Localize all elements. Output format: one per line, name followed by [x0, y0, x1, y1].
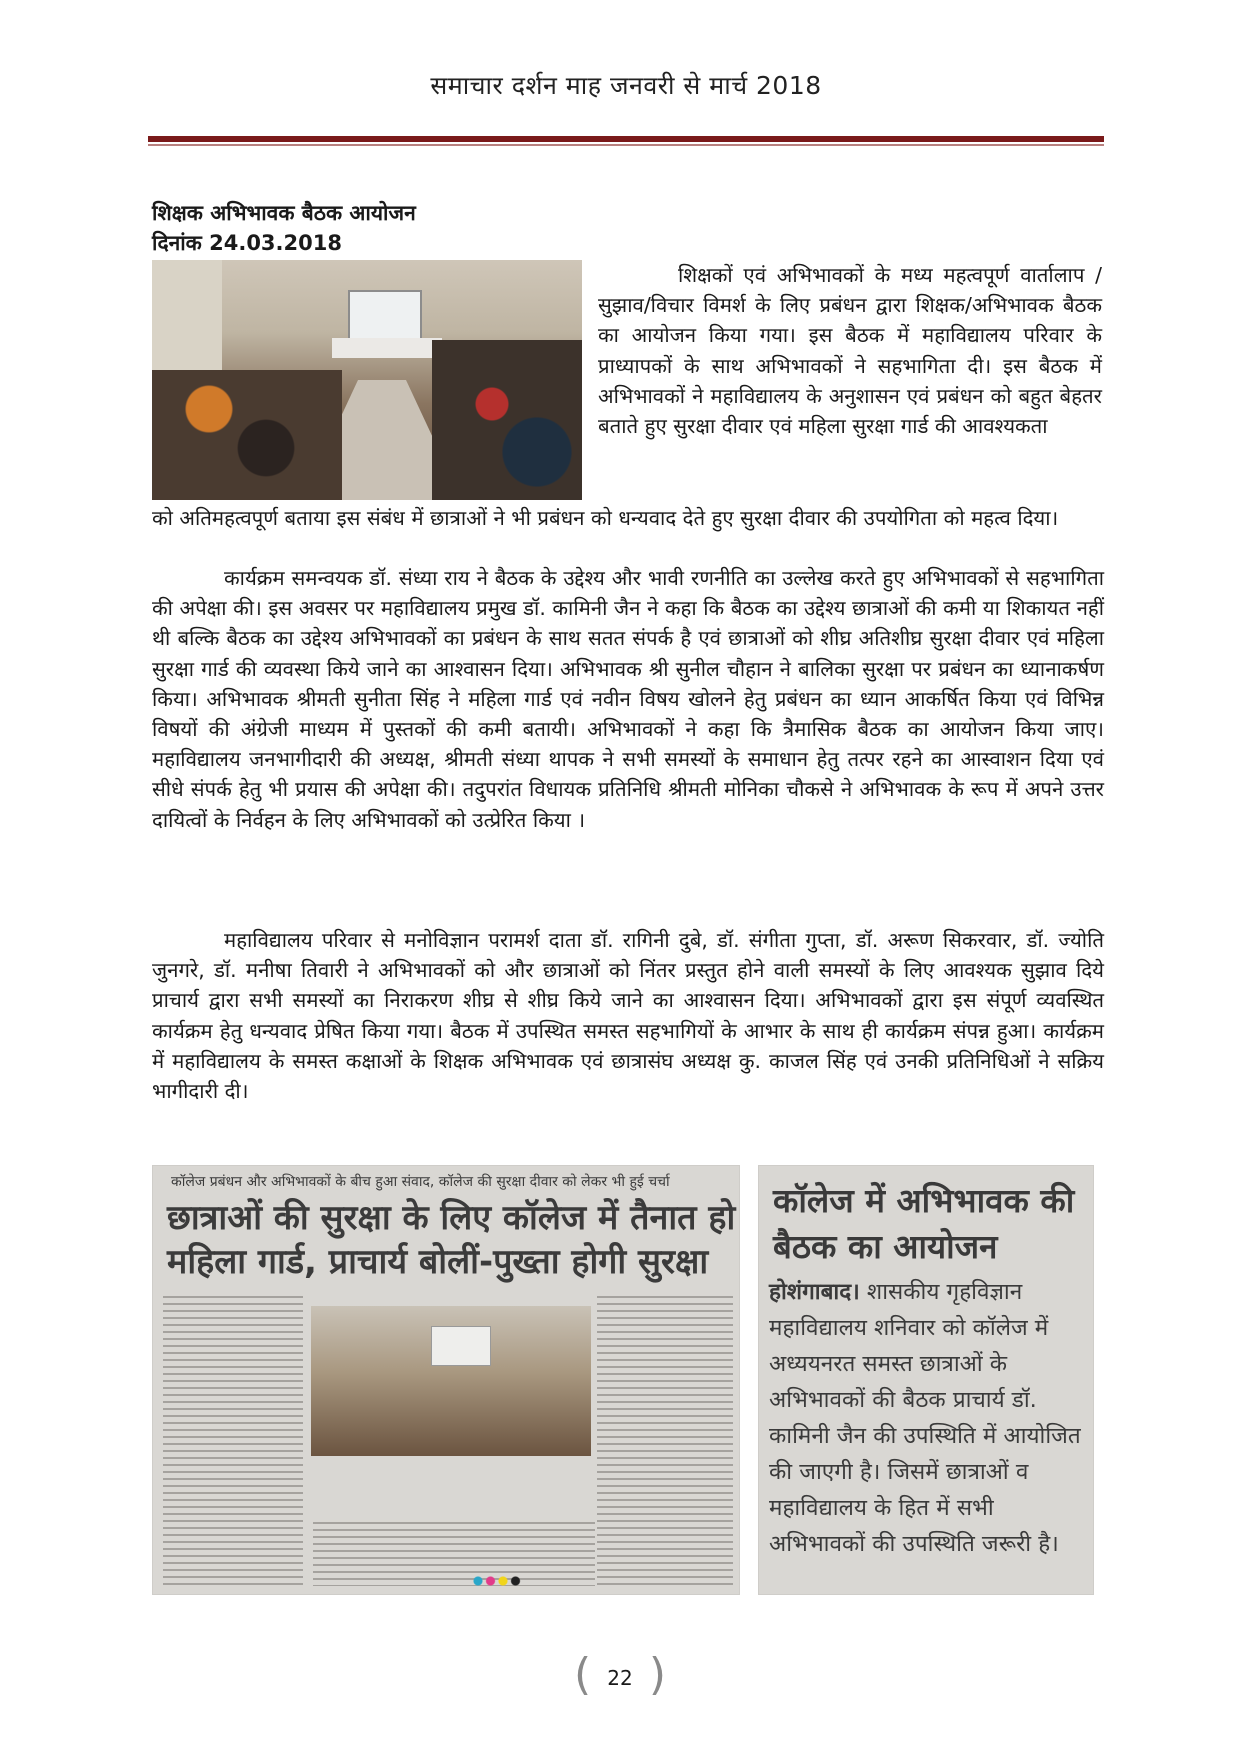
clipping-1-photo	[311, 1306, 591, 1456]
print-registration-dots	[473, 1576, 523, 1586]
clipping-1-text-column-right	[597, 1296, 733, 1586]
clipping-2-text: शासकीय गृहविज्ञान महाविद्यालय शनिवार को कॉलेज में अध्ययनरत समस्त छात्राओं के अभिभावकों की बैठक प्राचार्य डॉ. कामिनी जैन की उपस्थिति में आयोजित की जाएगी है। जिसमें छात्राओं व महाविद्यालय के हित में सभी अभिभावकों की उपस्थिति जरूरी है।	[769, 1279, 1081, 1557]
page-number-value: 22	[607, 1666, 633, 1690]
clipping-2-body	[769, 1274, 1087, 1562]
newspaper-clipping-1	[152, 1165, 740, 1595]
meeting-photo	[152, 260, 582, 500]
page-number-bracket-right: )	[648, 1649, 666, 1700]
page-header: समाचार दर्शन माह जनवरी से मार्च 2018	[430, 71, 822, 100]
page-number-bracket-left: (	[574, 1649, 592, 1700]
page-number	[570, 1649, 670, 1701]
intro-paragraph	[598, 260, 1102, 441]
projector-screen	[348, 290, 422, 342]
article-date: दिनांक 24.03.2018	[152, 231, 342, 255]
paragraph-2: कार्यक्रम समन्वयक डॉ. संध्या राय ने बैठक के उद्देश्य और भावी रणनीति का उल्लेख करते हुए अभिभावकों से सहभागिता की अपेक्षा की। इस अवसर पर महाविद्यालय प्रमुख डॉ. कामिनी जैन ने कहा कि बैठक का उद्देश्य छात्राओं की कमी या शिकायत नहीं थी बल्कि बैठक का उद्देश्य अभिभावकों का प्रबंधन के साथ सतत संपर्क है एवं छात्राओं को शीघ्र अतिशीघ्र सुरक्षा दीवार एवं महिला सुरक्षा गार्ड की व्यवस्था किये जाने का आश्वासन दिया। अभिभावक श्री सुनील चौहान ने बालिका सुरक्षा पर प्रबंधन का ध्यानाकर्षण किया। अभिभावक श्रीमती सुनीता सिंह ने महिला गार्ड एवं नवीन विषय खोलने हेतु प्रबंधन का ध्यान आकर्षित किया एवं विभिन्न विषयों की अंग्रेजी माध्यम में पुस्तकों की कमी बतायी। अभिभावकों ने कहा कि त्रैमासिक बैठक का आयोजन किया जाए। महाविद्यालय जनभागीदारी की अध्यक्ष, श्रीमती संध्या थापक ने सभी समस्यों के समाधान हेतु तत्पर रहने का आस्वाशन दिया एवं सीधे संपर्क हेतु भी प्रयास की अपेक्षा की। तदुपरांत विधायक प्रतिनिधि श्रीमती मोनिका चौकसे ने अभिभावक के रूप में अपने उत्तर दायित्वों के निर्वहन के लिए अभिभावकों को उत्प्रेरित किया ।	[152, 566, 1104, 832]
clipping-1-headline: छात्राओं की सुरक्षा के लिए कॉलेज में तैनात हो महिला गार्ड, प्राचार्य बोलीं-पुख्ता होगी सुरक्षा	[167, 1198, 736, 1282]
paragraph-3: महाविद्यालय परिवार से मनोविज्ञान परामर्श दाता डॉ. रागिनी दुबे, डॉ. संगीता गुप्ता, डॉ. अरूण सिकरवार, डॉ. ज्योति जुनगरे, डॉ. मनीषा तिवारी ने अभिभावकों को और छात्राओं को निंतर प्रस्तुत होने वाली समस्यों के लिए आवश्यक सुझाव दिये प्राचार्य द्वारा सभी समस्यों का निराकरण शीघ्र से शीघ्र किये जाने का आश्वासन दिया। अभिभावकों द्वारा इस संपूर्ण व्यवस्थित कार्यक्रम हेतु धन्यवाद प्रेषित किया गया। बैठक में उपस्थित समस्त सहभागियों के आभार के साथ ही कार्यक्रम संपन्न हुआ। कार्यक्रम में महाविद्यालय के समस्त कक्षाओं के शिक्षक अभिभावक एवं छात्रासंघ अध्यक्ष कु. काजल सिंह एवं उनकी प्रतिनिधिओं ने सक्रिय भागीदारी दी।	[152, 928, 1104, 1104]
clipping-2-place: होशंगाबाद।	[769, 1279, 860, 1305]
header-rule	[148, 136, 1104, 142]
intro-continued: को अतिमहत्वपूर्ण बताया इस संबंध में छात्राओं ने भी प्रबंधन को धन्यवाद देते हुए सुरक्षा दीवार की उपयोगिता को महत्व दिया।	[152, 506, 1059, 530]
article-title: शिक्षक अभिभावक बैठक आयोजन	[152, 201, 416, 225]
intro-text: शिक्षकों एवं अभिभावकों के मध्य महत्वपूर्ण वार्तालाप /सुझाव/विचार विमर्श के लिए प्रबंधन द्वारा शिक्षक/अभिभावक बैठक का आयोजन किया गया। इस बैठक में महाविद्यालय परिवार के प्राध्यापकों के साथ अभिभावकों ने सहभागिता दी। इस बैठक में अभिभावकों ने महाविद्यालय के अनुशासन एवं प्रबंधन को बहुत बेहतर बताते हुए सुरक्षा दीवार एवं महिला सुरक्षा गार्ड की आवश्यकता	[598, 263, 1102, 439]
header-rule-thin	[148, 144, 1104, 146]
clipping-2-headline: कॉलेज में अभिभावक की बैठक का आयोजन	[773, 1181, 1075, 1266]
clipping-1-text-column	[163, 1296, 303, 1586]
newspaper-clipping-2	[758, 1165, 1094, 1595]
clipping-1-text-column-bottom	[313, 1522, 595, 1586]
clipping-1-kicker: कॉलेज प्रबंधन और अभिभावकों के बीच हुआ संवाद, कॉलेज की सुरक्षा दीवार को लेकर भी हुई चर्चा	[171, 1174, 670, 1190]
